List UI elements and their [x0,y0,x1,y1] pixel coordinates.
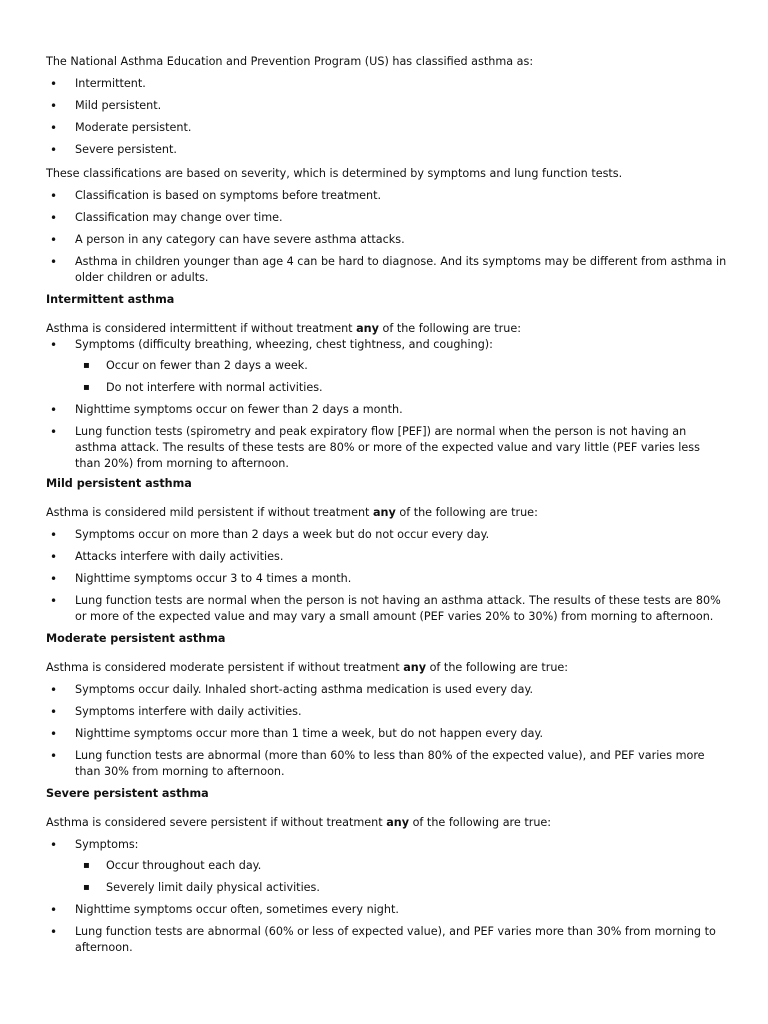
section-list [46,337,728,472]
list-item: • Moderate persistent. [46,120,728,136]
list-item: • Lung function tests are abnormal (more than 60% to less than 80% of the expected value), and PEF varies more than 30% from morning to afternoon. [46,748,728,780]
moderate-section [46,631,728,780]
section-lead: Asthma is considered severe persistent if without treatment any of the following are true: [46,816,552,829]
section-heading: Mild persistent asthma [46,477,192,490]
list-item: • Symptoms (difficulty breathing, wheezing, chest tightness, and coughing): ▪ Occur on fewer than 2 days a week. ▪ Do not interfere with normal activities. [46,337,728,396]
list-item: • Mild persistent. [46,98,728,114]
sub-list-item: ▪ Severely limit daily physical activities. [46,880,728,896]
basis-text: These classifications are based on severity, which is determined by symptoms and lung function tests. [46,167,623,180]
list-item: • Nighttime symptoms occur 3 to 4 times a month. [46,571,728,587]
sub-list-item: ▪ Occur throughout each day. [46,858,728,874]
list-item: • Symptoms occur on more than 2 days a week but do not occur every day. [46,527,728,543]
list-item: • Asthma in children younger than age 4 can be hard to diagnose. And its symptoms may be different from asthma in older children or adults. [46,254,728,286]
section-lead: Asthma is considered moderate persistent if without treatment any of the following are true: [46,661,569,674]
list-item: • Intermittent. [46,76,728,92]
list-item: • Lung function tests (spirometry and peak expiratory flow [PEF]) are normal when the person is not having an asthma attack. The results of these tests are 80% or more of the expected value and vary little (PEF varies less than 20%) from morning to afternoon. [46,424,728,472]
classification-list [46,76,728,158]
section-heading: Moderate persistent asthma [46,632,226,645]
mild-section [46,476,728,625]
section-lead: Asthma is considered intermittent if without treatment any of the following are true: [46,322,521,335]
section-lead: Asthma is considered mild persistent if without treatment any of the following are true: [46,506,538,519]
list-item: • Lung function tests are abnormal (60% or less of expected value), and PEF varies more than 30% from morning to afternoon. [46,924,728,956]
list-item: • Attacks interfere with daily activities. [46,549,728,565]
sub-list [46,858,728,896]
section-heading: Intermittent asthma [46,293,175,306]
intermittent-section [46,292,728,472]
list-item: • A person in any category can have severe asthma attacks. [46,232,728,248]
list-item: • Lung function tests are normal when the person is not having an asthma attack. The results of these tests are 80% or more of the expected value and may vary a small amount (PEF varies 20% to 30%) from morning to afternoon. [46,593,728,625]
intro-text: The National Asthma Education and Prevention Program (US) has classified asthma as: [46,55,534,68]
sub-list [46,358,728,396]
list-item: • Classification may change over time. [46,210,728,226]
list-item: • Nighttime symptoms occur on fewer than 2 days a month. [46,402,728,418]
section-list [46,527,728,625]
basis-list [46,188,728,286]
list-item: • Classification is based on symptoms before treatment. [46,188,728,204]
list-item: • Symptoms occur daily. Inhaled short-acting asthma medication is used every day. [46,682,728,698]
section-heading: Severe persistent asthma [46,787,209,800]
section-list [46,682,728,780]
list-item: • Nighttime symptoms occur often, sometimes every night. [46,902,728,918]
list-item: • Symptoms: ▪ Occur throughout each day. ▪ Severely limit daily physical activities. [46,837,728,896]
severe-section [46,786,728,956]
list-item: • Severe persistent. [46,142,728,158]
sub-list-item: ▪ Occur on fewer than 2 days a week. [46,358,728,374]
list-item: • Nighttime symptoms occur more than 1 time a week, but do not happen every day. [46,726,728,742]
list-item: • Symptoms interfere with daily activities. [46,704,728,720]
section-list [46,837,728,956]
sub-list-item: ▪ Do not interfere with normal activities. [46,380,728,396]
